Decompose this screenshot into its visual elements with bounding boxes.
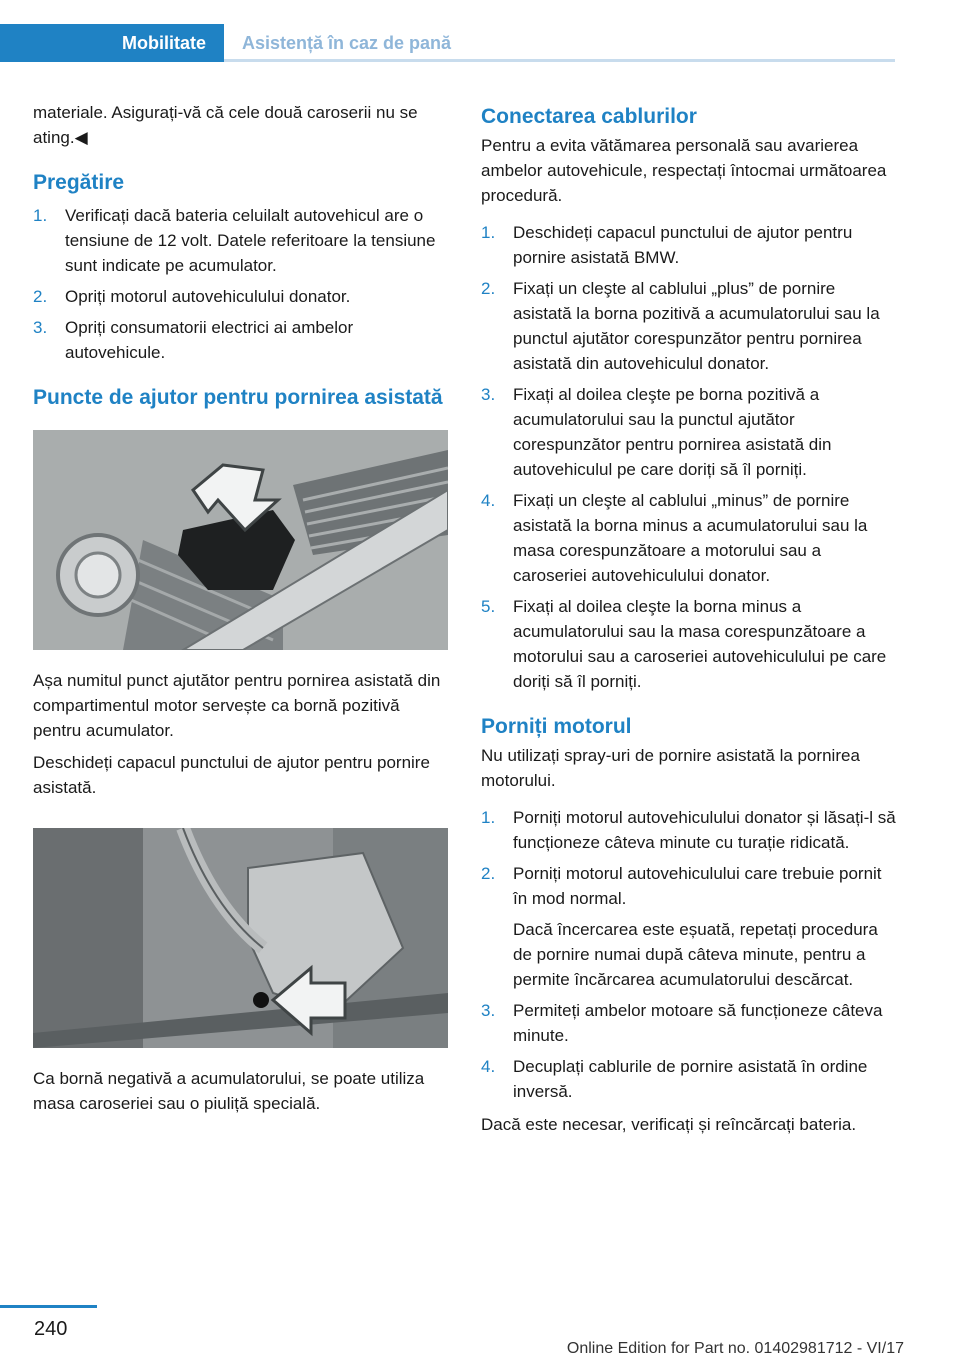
step-text: Permiteți ambelor motoare să funcționeze câteva minute. [513,1001,883,1045]
header-tabs [0,24,895,62]
negative-terminal-photo [33,828,448,1048]
edition-text: Online Edition for Part no. 01402981712 - VI/17 [566,1340,904,1357]
start-intro: Nu utilizați spray-uri de pornire asistată la pornirea motorului. [481,746,860,790]
list-item [481,382,896,482]
step-text: Deschideți capacul punctului de ajutor pentru pornire asistată BMW. [513,223,853,267]
list-item [481,594,896,694]
step-number: 5. [481,597,496,616]
step-text: Fixați un cleşte al cablului „plus” de pornire asistată la borna pozitivă a acumulatorului sau la punctul ajutător corespunzător pentru pornirea asistată din autovehiculul donator. [513,279,880,373]
step-text: Opriți consumatorii electrici ai ambelor autovehicule. [65,318,354,362]
page-number: 240 [34,1318,68,1340]
step-text: Fixați al doilea cleşte pe borna pozitivă a acumulatorului sau la punctul ajutător corespunzător pentru pornirea asistată din autovehiculul pe care doriți să îl porniți. [513,385,832,479]
right-column [481,100,896,1144]
step-number: 4. [481,491,496,510]
step-text: Porniți motorul autovehiculului care trebuie pornit în mod normal. [513,864,882,908]
step-number: 3. [33,318,48,337]
footer-rule [0,1305,97,1308]
caption-negative: Ca bornă negativă a acumulatorului, se poate utiliza masa caroseriei sau o piuliță specială. [33,1069,425,1113]
positive-terminal-photo [33,430,448,650]
prep-heading: Pregătire [33,171,125,194]
tab-mobilitate[interactable]: Mobilitate [0,24,224,62]
list-item [481,1054,896,1104]
tab-underline [224,59,895,62]
tab-asistenta[interactable]: Asistență în caz de pană [242,32,452,53]
step-number: 3. [481,1001,496,1020]
step-text: Decuplați cablurile de pornire asistată în ordine inversă. [513,1057,868,1101]
step-text: Fixați al doilea cleşte la borna minus a acumulatorului sau la masa corespunzătoare a motorului sau a caroseriei autovehiculului pe care doriți să îl porniți. [513,597,887,691]
list-item [481,805,896,855]
points-heading: Puncte de ajutor pentru pornirea asistată [33,386,443,409]
list-item [481,998,896,1048]
list-item [481,488,896,588]
list-item [481,276,896,376]
caption-positive: Așa numitul punct ajutător pentru pornirea asistată din compartimentul motor servește ca bornă pozitivă pentru acumulator. [33,671,441,740]
prep-list [33,203,448,365]
connect-intro: Pentru a evita vătămarea personală sau avarierea ambelor autovehicule, respectați întocmai următoarea procedură. [481,136,887,205]
list-item [33,315,448,365]
list-item [481,220,896,270]
step-text: Opriți motorul autovehiculului donator. [65,287,351,306]
step-number: 2. [481,279,496,298]
connect-heading: Conectarea cablurilor [481,105,697,128]
step-number: 2. [33,287,48,306]
step-number: 3. [481,385,496,404]
intro-text: materiale. Asigurați-vă că cele două caroserii nu se ating.◀ [33,103,418,147]
step-text: Porniți motorul autovehiculului donator și lăsați-l să funcționeze câteva minute cu turație ridicată. [513,808,896,852]
connect-list [481,220,896,694]
caption-open-cover: Deschideți capacul punctului de ajutor pentru pornire asistată. [33,753,430,797]
start-heading: Porniți motorul [481,715,632,738]
left-column [33,100,448,1123]
step-number: 4. [481,1057,496,1076]
closing-text: Dacă este necesar, verificați și reîncărcați bateria. [481,1115,857,1134]
list-item [481,861,896,992]
list-item [33,203,448,278]
step-number: 1. [481,808,496,827]
list-item [33,284,448,309]
step-number: 1. [481,223,496,242]
step-text: Verificați dacă bateria celuilalt autovehicul are o tensiune de 12 volt. Datele referitoare la tensiune sunt indicate pe acumulator. [65,206,436,275]
step-subtext: Dacă încercarea este eșuată, repetați procedura de pornire numai după câteva minute, pentru a permite încărcarea acumulatorului descărcat. [513,920,878,989]
step-number: 2. [481,864,496,883]
step-number: 1. [33,206,48,225]
start-list [481,805,896,1104]
step-text: Fixați un cleşte al cablului „minus” de pornire asistată la borna minus a acumulatorului sau la masa corespunzătoare a motorului sau a caroseriei autovehiculului donator. [513,491,868,585]
